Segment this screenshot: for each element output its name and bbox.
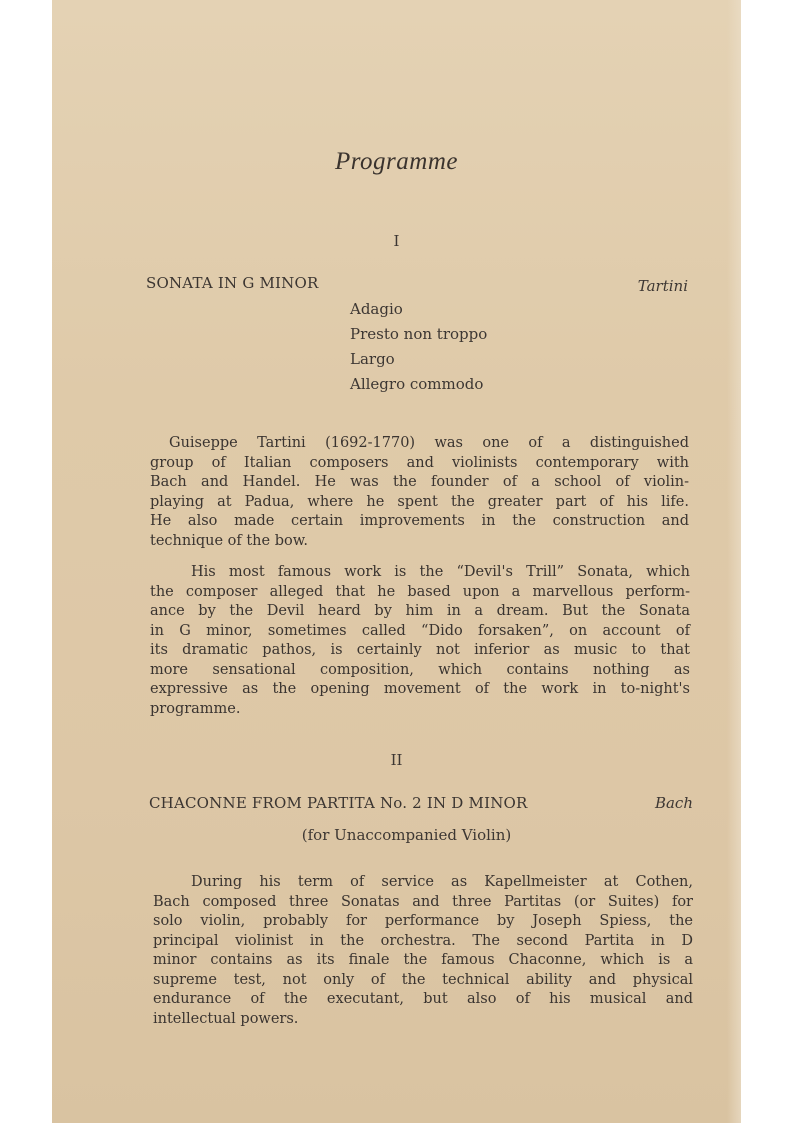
paragraph-line: Bach composed three Sonatas and three Partitas (or Suites) for xyxy=(153,893,693,910)
paragraph-line: programme. xyxy=(150,700,241,717)
section-heading-1: SONATA IN G MINOR xyxy=(146,274,319,292)
movement-list xyxy=(350,299,487,399)
movement-item: Adagio xyxy=(350,300,403,318)
paragraph-line: principal violinist in the orchestra. The second Partita in D xyxy=(153,932,693,949)
section-1-paragraph-1 xyxy=(150,434,689,551)
section-composer-1: Tartini xyxy=(637,277,688,295)
paragraph-line: the composer alleged that he based upon a marvellous perform- xyxy=(150,583,690,600)
paragraph-line: supreme test, not only of the technical ability and physical xyxy=(153,971,693,988)
section-heading-2: CHACONNE FROM PARTITA No. 2 IN D MINOR xyxy=(149,794,528,812)
section-number-2: II xyxy=(390,751,403,769)
paragraph-line: playing at Padua, where he spent the greater part of his life. xyxy=(150,493,689,510)
paragraph-line: endurance of the executant, but also of his musical and xyxy=(153,991,693,1007)
section-2-paragraph-1 xyxy=(153,873,693,1029)
paragraph-line: technique of the bow. xyxy=(150,532,309,549)
movement-item: Allegro commodo xyxy=(350,375,484,393)
paragraph-line: in G minor, sometimes called “Dido forsaken”, on account of xyxy=(150,622,690,639)
paragraph-line: group of Italian composers and violinists contemporary with xyxy=(150,454,689,471)
section-number-1: I xyxy=(393,232,400,250)
paragraph-line: ance by the Devil heard by him in a dream. But the Sonata xyxy=(150,603,690,619)
paragraph-line: Guiseppe Tartini (1692-1770) was one of a distinguished xyxy=(169,435,689,451)
section-subtitle-2: (for Unaccompanied Violin) xyxy=(301,826,512,844)
paragraph-line: minor contains as its finale the famous Chaconne, which is a xyxy=(153,952,693,968)
section-composer-2: Bach xyxy=(654,794,693,812)
movement-item: Largo xyxy=(350,350,395,368)
paragraph-line: more sensational composition, which contains nothing as xyxy=(150,661,690,678)
movement-item: Presto non troppo xyxy=(350,325,488,343)
paragraph-line: intellectual powers. xyxy=(153,1010,299,1027)
programme-page xyxy=(52,0,741,1123)
paragraph-line: He also made certain improvements in the construction and xyxy=(150,513,689,529)
paragraph-line: solo violin, probably for performance by Joseph Spiess, the xyxy=(153,913,693,929)
programme-title: Programme xyxy=(334,148,458,175)
paragraph-line: During his term of service as Kapellmeister at Cothen, xyxy=(191,874,693,890)
paragraph-line: His most famous work is the “Devil's Trill” Sonata, which xyxy=(191,564,690,580)
paragraph-line: Bach and Handel. He was the founder of a school of violin- xyxy=(150,474,689,490)
paragraph-line: expressive as the opening movement of the work in to-night's xyxy=(150,681,690,697)
paragraph-line: its dramatic pathos, is certainly not inferior as music to that xyxy=(150,642,690,658)
section-1-paragraph-2 xyxy=(150,563,690,719)
